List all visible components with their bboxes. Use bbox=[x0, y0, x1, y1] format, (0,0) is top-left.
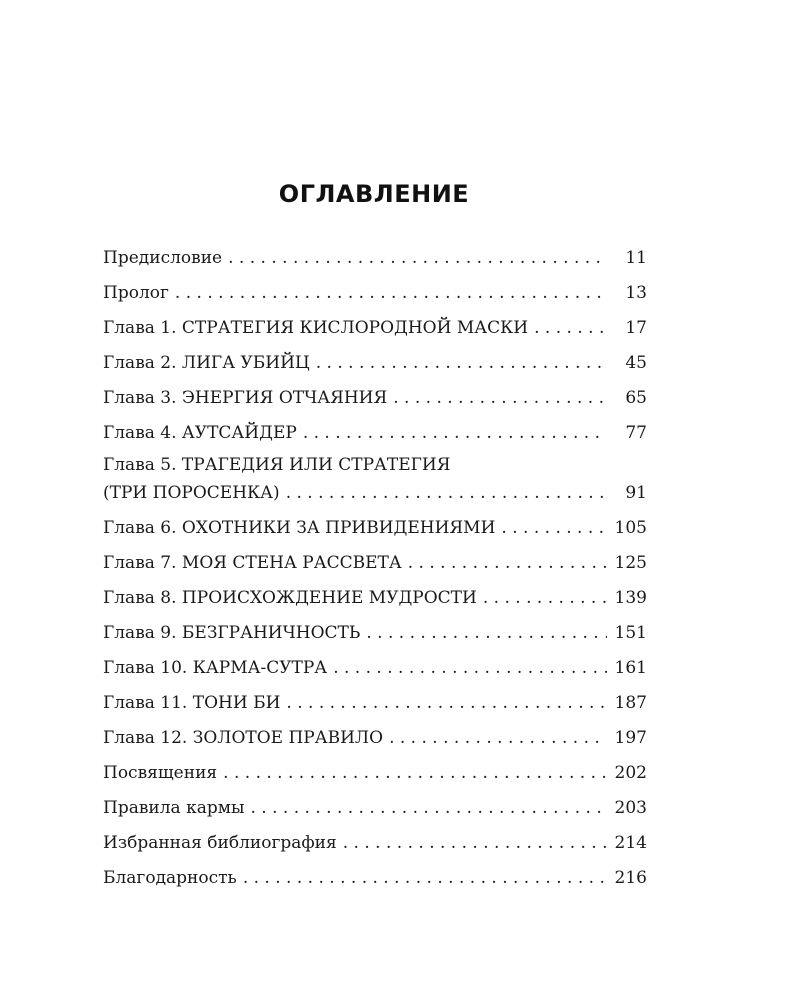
toc-entry-page: 17 bbox=[625, 318, 647, 338]
dot-leader bbox=[228, 243, 607, 273]
toc-entry-label: Глава 2. ЛИГА УБИЙЦ bbox=[103, 353, 310, 373]
toc-entry-page: 105 bbox=[614, 518, 647, 538]
dot-leader bbox=[393, 383, 607, 413]
toc-entry-acknowledgments[interactable] bbox=[103, 863, 647, 898]
dot-leader bbox=[303, 418, 607, 448]
toc-entry-label-line1: Глава 5. ТРАГЕДИЯ ИЛИ СТРАТЕГИЯ bbox=[103, 455, 451, 475]
toc-entry-label: Посвящения bbox=[103, 763, 218, 783]
toc-entry-chapter-5[interactable] bbox=[103, 453, 647, 513]
toc-entry-label-line2: (ТРИ ПОРОСЕНКА) bbox=[103, 483, 280, 503]
dot-leader bbox=[250, 793, 607, 823]
toc-entry-label: Глава 8. ПРОИСХОЖДЕНИЕ МУДРОСТИ bbox=[103, 588, 477, 608]
toc-entry-page: 151 bbox=[614, 623, 647, 643]
toc-entry-page: 202 bbox=[614, 763, 647, 783]
toc-entry-label: Глава 1. СТРАТЕГИЯ КИСЛОРОДНОЙ МАСКИ bbox=[103, 318, 529, 338]
toc-entry-chapter-3[interactable] bbox=[103, 383, 647, 418]
dot-leader bbox=[534, 313, 607, 343]
dot-leader bbox=[316, 348, 607, 378]
toc-entry-label: Правила кармы bbox=[103, 798, 245, 818]
toc-entry-page: 45 bbox=[625, 353, 647, 373]
toc-entry-label: Пролог bbox=[103, 283, 169, 303]
toc-entry-chapter-10[interactable] bbox=[103, 653, 647, 688]
toc-entry-chapter-8[interactable] bbox=[103, 583, 647, 618]
dot-leader bbox=[483, 583, 607, 613]
toc-entry-chapter-4[interactable] bbox=[103, 418, 647, 453]
toc-entry-bibliography[interactable] bbox=[103, 828, 647, 863]
dot-leader bbox=[333, 653, 607, 683]
toc-entry-page: 125 bbox=[614, 553, 647, 573]
toc-entry-preface[interactable] bbox=[103, 243, 647, 278]
table-of-contents bbox=[103, 243, 647, 898]
toc-entry-label: Предисловие bbox=[103, 248, 223, 268]
toc-entry-chapter-6[interactable] bbox=[103, 513, 647, 548]
toc-entry-page: 77 bbox=[625, 423, 647, 443]
toc-entry-karma-rules[interactable] bbox=[103, 793, 647, 828]
toc-entry-label: Глава 12. ЗОЛОТОЕ ПРАВИЛО bbox=[103, 728, 384, 748]
dot-leader bbox=[389, 723, 607, 753]
toc-entry-chapter-9[interactable] bbox=[103, 618, 647, 653]
toc-entry-label: Глава 7. МОЯ СТЕНА РАССВЕТА bbox=[103, 553, 402, 573]
toc-entry-chapter-7[interactable] bbox=[103, 548, 647, 583]
toc-entry-page: 216 bbox=[614, 868, 647, 888]
dot-leader bbox=[343, 828, 607, 858]
toc-entry-page: 161 bbox=[614, 658, 647, 678]
dot-leader bbox=[223, 758, 607, 788]
toc-entry-page: 203 bbox=[614, 798, 647, 818]
dot-leader bbox=[175, 278, 607, 308]
page-title: ОГЛАВЛЕНИЕ bbox=[278, 180, 470, 208]
toc-entry-page: 65 bbox=[625, 388, 647, 408]
toc-entry-label: Глава 9. БЕЗГРАНИЧНОСТЬ bbox=[103, 623, 361, 643]
toc-entry-label: Благодарность bbox=[103, 868, 237, 888]
toc-entry-label: Глава 11. ТОНИ БИ bbox=[103, 693, 281, 713]
toc-entry-chapter-1[interactable] bbox=[103, 313, 647, 348]
toc-entry-label: Глава 4. АУТСАЙДЕР bbox=[103, 423, 297, 443]
toc-entry-chapter-2[interactable] bbox=[103, 348, 647, 383]
toc-entry-label: Глава 3. ЭНЕРГИЯ ОТЧАЯНИЯ bbox=[103, 388, 388, 408]
toc-entry-chapter-11[interactable] bbox=[103, 688, 647, 723]
dot-leader bbox=[501, 513, 607, 543]
toc-entry-label: Глава 6. ОХОТНИКИ ЗА ПРИВИДЕНИЯМИ bbox=[103, 518, 496, 538]
toc-entry-prologue[interactable] bbox=[103, 278, 647, 313]
toc-entry-page: 139 bbox=[614, 588, 647, 608]
toc-entry-page: 187 bbox=[614, 693, 647, 713]
toc-entry-page: 214 bbox=[614, 833, 647, 853]
toc-entry-chapter-12[interactable] bbox=[103, 723, 647, 758]
toc-entry-dedications[interactable] bbox=[103, 758, 647, 793]
toc-entry-label: Избранная библиография bbox=[103, 833, 337, 853]
dot-leader bbox=[286, 688, 607, 718]
dot-leader bbox=[366, 618, 607, 648]
toc-entry-page: 91 bbox=[625, 483, 647, 503]
toc-entry-page: 13 bbox=[625, 283, 647, 303]
toc-entry-page: 11 bbox=[625, 248, 647, 268]
dot-leader bbox=[243, 863, 607, 893]
toc-entry-page: 197 bbox=[614, 728, 647, 748]
toc-entry-label: Глава 10. КАРМА-СУТРА bbox=[103, 658, 328, 678]
dot-leader bbox=[408, 548, 607, 578]
dot-leader bbox=[286, 478, 607, 508]
